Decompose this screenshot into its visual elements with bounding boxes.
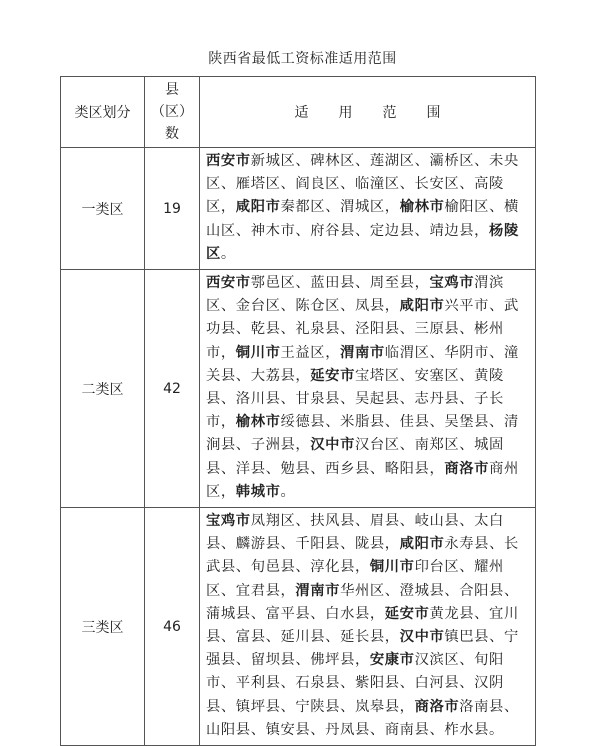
city-name: 咸阳市 [399,298,445,315]
city-name: 延安市 [384,605,430,622]
district-list: 渭滨区、金台区、陈仓区、凤县， [206,275,504,315]
city-name: 渭南市 [340,344,385,361]
header-count [145,77,200,148]
header-scope: 适用范围 [200,77,536,148]
city-name: 商洛市 [444,460,490,477]
page-title: 陕西省最低工资标准适用范围 [208,51,397,67]
city-name: 铜川市 [369,559,415,576]
city-name: 商洛市 [414,698,460,715]
district-list: 汉台区、南郑区、城固县、洋县、勉县、西乡县、略阳县， [206,437,504,477]
city-name: 榆林市 [235,414,281,431]
city-name: 宝鸡市 [429,275,475,292]
row-category: 二类区 [61,270,145,508]
city-name: 延安市 [310,367,355,384]
row-scope [200,270,536,508]
district-list: 洛南县、山阳县、镇安县、丹凤县、商南县、柞水县。 [206,698,519,738]
table-row [61,148,536,270]
district-list: 榆阳区、横山区、神木市、府谷县、定边县、靖边县， [206,199,519,239]
header-count-line: （区） [151,104,193,120]
row-scope [200,148,536,270]
district-list: 王益区， [280,344,341,361]
district-list: 商州区， [206,460,519,500]
table-row [61,270,536,508]
district-list: 宝塔区、安塞区、黄陵县、洛川县、甘泉县、吴起县、志丹县、子长市， [206,367,504,431]
district-list: 汉滨区、旬阳市、平利县、石泉县、紫阳县、白河县、汉阴县、镇坪县、宁陕县、岚皋县， [206,652,504,715]
header-count-line: 数 [165,126,179,142]
district-list: 黄龙县、宜川县、富县、延川县、延长县， [206,605,519,646]
district-list: 兴平市、武功县、乾县、礼泉县、泾阳县、三原县、彬州市， [206,298,519,361]
city-name: 西安市 [206,153,251,169]
city-name: 汉中市 [310,437,355,454]
city-name: 铜川市 [235,344,281,361]
district-list: 新城区、碑林区、莲湖区、灞桥区、未央区、雁塔区、阎良区、临潼区、长安区、高陵区， [206,153,519,216]
district-list: 华州区、澄城县、合阳县、蒲城县、富平县、白水县， [206,582,519,622]
city-name: 宝鸡市 [206,513,251,530]
header-category: 类区划分 [61,77,145,148]
district-list: 印台区、耀州区、宜君县， [206,559,504,599]
district-list: 临渭区、华阴市、潼关县、大荔县， [206,344,519,384]
city-name: 安康市 [369,652,415,669]
district-list: 凤翔区、扶风县、眉县、岐山县、太白县、麟游县、千阳县、陇县， [206,513,504,553]
city-name: 渭南市 [295,582,341,599]
city-name: 咸阳市 [399,536,445,553]
district-list: 鄠邑区、蓝田县、周至县， [250,275,430,292]
district-list: 。 [220,245,236,262]
wage-scope-table [60,76,536,746]
district-list: 。 [280,483,296,500]
city-name: 韩城市 [235,483,281,500]
row-category: 三类区 [61,508,145,746]
table-row [61,508,536,746]
district-list: 镇巴县、宁强县、留坝县、佛坪县， [206,629,519,669]
city-name: 汉中市 [399,629,445,646]
header-row [61,77,536,148]
district-list: 秦都区、渭城区， [280,199,400,216]
row-count: 42 [145,270,200,508]
district-list: 永寿县、长武县、旬邑县、淳化县， [206,536,519,576]
district-list: 绥德县、米脂县、佳县、吴堡县、清涧县、子洲县， [206,414,519,454]
row-count: 19 [145,148,200,270]
header-count-line: 县 [165,82,179,98]
city-name: 咸阳市 [235,199,281,216]
row-scope [200,508,536,746]
city-name: 西安市 [206,275,251,292]
city-name: 杨陵区 [206,222,519,262]
row-count: 46 [145,508,200,746]
row-category: 一类区 [61,148,145,270]
city-name: 榆林市 [399,199,445,216]
